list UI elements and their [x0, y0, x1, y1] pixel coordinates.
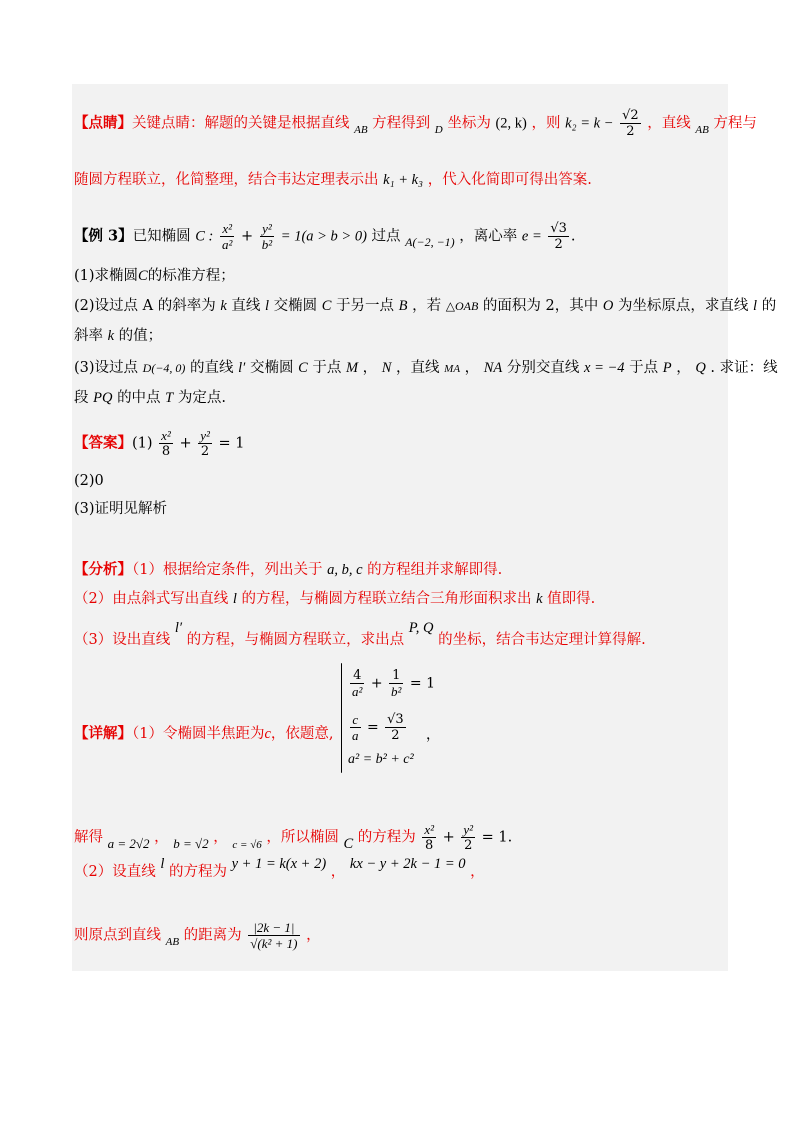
question-2-line-1: (2)设过点 A 的斜率为 k 直线 l 交椭圆 C 于另一点 B ，若 △OAB 的面积为 2，其中 O 为坐标原点，求直线 l 的: [74, 298, 777, 314]
system-row-1: $\frac{4}{\text{a²}}$ + $\frac{1}{\text{b²}}$ = 1: [352, 668, 435, 699]
detail-tag: 【详解】: [74, 725, 132, 742]
system-row-2: $\frac{c}{a}$ = $\frac{√3}{2}$: [352, 712, 404, 743]
question-1: (1)求椭圆C的标准方程；: [74, 268, 235, 284]
equation-system-brace: [341, 663, 342, 773]
example-tag: 【例 3】: [74, 227, 133, 245]
system-row-3: a² = b² + c²: [348, 752, 414, 767]
answer-3: (3)证明见解析: [74, 501, 168, 517]
answer-2: (2)0: [74, 473, 104, 489]
question-3-line-1: (3)设过点 D(−4, 0) 的直线 l′ 交椭圆 C 于点 M ， N ，直线 MA ， NA 分别交直线 x = −4 于点 P ， Q . 求证：线: [74, 360, 778, 376]
question-3-line-2: 段 PQ 的中点 T 为定点.: [74, 390, 226, 406]
analysis-2: （2）由点斜式写出直线 l 的方程，与椭圆方程联立结合三角形面积求出 k 值即得.: [74, 591, 596, 607]
question-2-line-2: 斜率 k 的值；: [74, 328, 163, 344]
detail-solve: 解得 a = 2√2 ， b = √2 ， $_{c = √6}$ ，所以椭圆 C 的方程为 $\frac{\text{x²}}{8}$ + $\frac{\text{y²}}{2}$ = 1.: [74, 822, 513, 853]
system-comma: ，: [426, 727, 440, 743]
detail-2: （2）设直线 l 的方程为 y + 1 = k(x + 2) ， kx − y + 2k − 1 = 0 ，: [74, 856, 485, 880]
tip-line-2: 随圆方程联立，化简整理，结合韦达定理表示出 k₁ + k₃ ，代入化简即可得出答案.: [74, 172, 592, 188]
detail-3: 则原点到直线 $_{AB}$ 的距离为 $\frac{|2k - 1|}{\text{√(k² + 1)}}$ ，: [74, 920, 321, 951]
analysis-tag: 【分析】: [74, 561, 132, 578]
tip-line-1: 【点睛】关键点睛：解题的关键是根据直线 $_{AB}$ 方程得到 $_D$ 坐标为 (2, k) ，则 k₂ = k − $\frac{√2}{2}$ ，直线 $_{AB}$ 方程与: [74, 108, 757, 139]
answer-1: 【答案】(1) $\frac{\text{x²}}{8}$ + $\frac{\text{y²}}{2}$ = 1: [74, 428, 245, 459]
analysis-3: （3）设出直线 l′ 的方程，与椭圆方程联立，求出点 P, Q 的坐标，结合韦达定理计算得解.: [74, 620, 646, 648]
tip-tag: 【点睛】: [74, 114, 132, 132]
analysis-1: 【分析】（1）根据给定条件，列出关于 a, b, c 的方程组并求解即得.: [74, 561, 503, 578]
detail-1: 【详解】（1）令椭圆半焦距为c，依题意,: [74, 725, 334, 742]
example-header: 【例 3】已知椭圆 C : $\frac{\text{x²}}{\text{a²}}$ + $\frac{\text{y²}}{\text{b²}}$ = 1(a > b > 0) 过点 $_{A(-2, -1)}$ ，离心率 e = $\frac{√3}{2}$ .: [74, 221, 576, 252]
answer-tag: 【答案】: [74, 434, 132, 452]
